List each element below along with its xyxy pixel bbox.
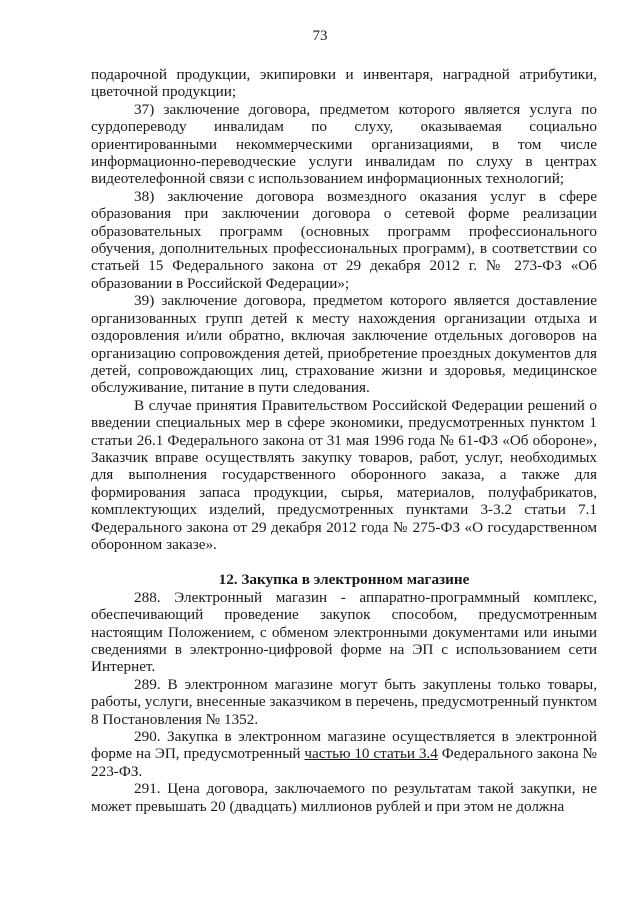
- paragraph-item-38: 38) заключение договора возмездного оказания услуг в сфере образования при заключении договора о сетевой форме реализации образовательных программ (основных программ профессионального обучения, дополнительных профессиональных программ), в соответствии со статьей 15 Федерального закона от 29 декабря 2012 г. № 273-ФЗ «Об образовании в Российской Федерации»;: [91, 187, 597, 292]
- paragraph-defense-order: В случае принятия Правительством Российской Федерации решений о введении специальных мер в сфере экономики, предусмотренных пунктом 1 статьи 26.1 Федерального закона от 31 мая 1996 года № 61-ФЗ «Об обороне», Заказчик вправе осуществлять закупку товаров, работ, услуг, необходимых для выполнения государственного оборонного заказа, а также для формирования запаса продукции, сырья, материалов, полуфабрикатов, комплектующих изделий, предусмотренных пунктами 3-3.2 статьи 7.1 Федерального закона от 29 декабря 2012 года № 275-ФЗ «О государственном оборонном заказе».: [91, 396, 597, 553]
- paragraph-item-37: 37) заключение договора, предметом которого является услуга по сурдопереводу инвалидам по слуху, оказываемая социально ориентированными некоммерческими организациями, в том числе информационно-переводческие услуги инвалидам по слуху в центрах видеотелефонной связи с использованием информационных технологий;: [91, 100, 597, 188]
- paragraph-290: [91, 728, 597, 780]
- paragraph-290-text-end: Федерального закона № 223-ФЗ.: [91, 745, 597, 780]
- law-reference-link[interactable]: частью 10 статьи 3.4: [304, 745, 438, 763]
- document-body: [91, 66, 597, 815]
- page-number: 73: [312, 28, 328, 44]
- paragraph-item-39: 39) заключение договора, предметом которого является доставление организованных групп детей к месту нахождения организации отдыха и оздоровления и/или обратно, включая заключение отдельных договоров на организацию сопровождения детей, приобретение проездных документов для детей, сопровождающих лиц, страхование жизни и здоровья, медицинское обслуживание, питание в пути следования.: [91, 292, 597, 397]
- paragraph-continuation: подарочной продукции, экипировки и инвентаря, наградной атрибутики, цветочной продукции;: [91, 66, 597, 101]
- paragraph-291: 291. Цена договора, заключаемого по результатам такой закупки, не может превышать 20 (двадцать) миллионов рублей и при этом не должна: [91, 780, 597, 815]
- paragraph-289: 289. В электронном магазине могут быть закуплены только товары, работы, услуги, внесенные заказчиком в перечень, предусмотренный пунктом 8 Постановления № 1352.: [91, 675, 597, 728]
- paragraph-288: 288. Электронный магазин - аппаратно-программный комплекс, обеспечивающий проведение закупок способом, предусмотренным настоящим Положением, с обменом электронными документами или иными сведениями в электронно-цифровой форме на ЭП с использованием сети Интернет.: [91, 588, 597, 676]
- paragraph-290-text-start: 290. Закупка в электронном магазине осуществляется в электронной форме на ЭП, предусмотренный: [91, 728, 597, 763]
- section-heading: 12. Закупка в электронном магазине: [218, 571, 470, 589]
